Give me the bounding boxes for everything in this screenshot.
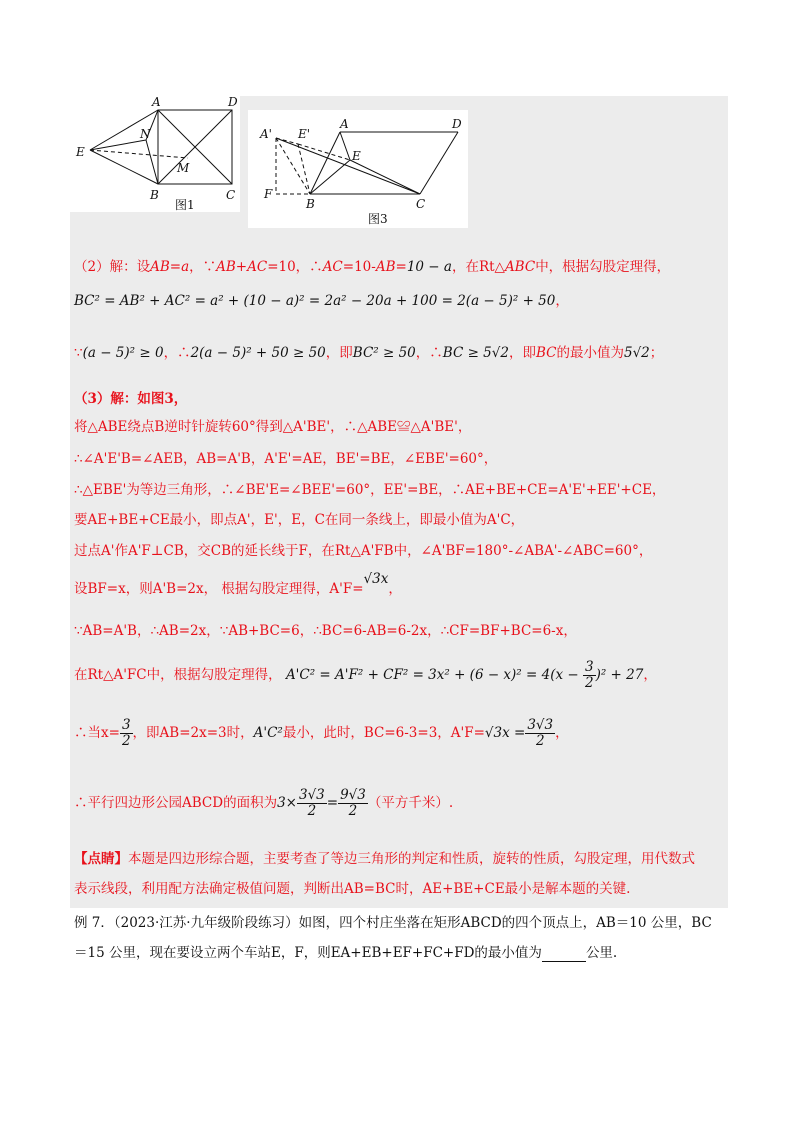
fig1-label-N: N: [140, 127, 151, 141]
part3-line-3: ∴△EBE'为等边三角形，∴∠BE'E=∠BEE'=60°，EE'=BE，∴AE+BE+CE=A'E'+EE'+CE，: [74, 482, 666, 498]
fig3-label-C: C: [416, 197, 426, 211]
part2-line-3: ∵(a − 5)² ≥ 0，∴2(a − 5)² + 50 ≥ 50，即BC² ≥ 50，∴BC ≥ 5√2，即BC的最小值为5√2；: [74, 345, 664, 361]
fraction-af-value: $\frac{3√3}{2}$: [527, 717, 554, 749]
part3-line-10: ∴平行四边形公园ABCD的面积为3× $\frac{3√3}{2}$ = $\frac{9√3}{2}$ （平方千米）.: [74, 787, 454, 819]
fig1-label-B: B: [150, 188, 159, 202]
comment-tag: 【点睛】: [74, 851, 128, 867]
fig3-label-F: F: [264, 187, 273, 201]
fraction-3-2: $\frac{3}{2}$: [584, 659, 594, 691]
comment-line-2: 表示线段，利用配方法确定极值问题，判断出AB=BC时，AE+BE+CE最小是解本题的关键.: [74, 881, 631, 897]
fig1-label-A: A: [152, 96, 161, 109]
part3-line-8: 在Rt△A'FC中，根据勾股定理得， A'C² = A'F² + CF² = 3x² + (6 − x)² = 4(x − $\frac{3}{2}$ )² + 27，: [74, 659, 657, 691]
part3-line-7: ∵AB=A'B，∴AB=2x，∵AB+BC=6，∴BC=6-AB=6-2x，∴CF=BF+BC=6-x，: [74, 623, 577, 639]
fraction-x-value: $\frac{3}{2}$: [121, 717, 131, 749]
figure-3: [248, 110, 468, 228]
fig1-label-D: D: [228, 96, 238, 109]
fig1-label-E: E: [76, 145, 85, 159]
example7-line-1: 例 7．（2023·江苏·九年级阶段练习）如图，四个村庄坐落在矩形ABCD的四个顶点上，AB＝10 公里，BC: [74, 915, 712, 931]
fraction-area-2: $\frac{9√3}{2}$: [340, 787, 366, 819]
comment-line-1: 【点睛】本题是四边形综合题，主要考查了等边三角形的判定和性质，旋转的性质，勾股定理，用代数式: [74, 851, 695, 867]
example7-line-2: ＝15 公里，现在要设立两个车站E，F，则EA+EB+EF+FC+FD的最小值为 公里.: [74, 945, 618, 961]
fig3-caption: 图3: [368, 212, 388, 226]
figure-1: [70, 96, 240, 212]
part2-line-1: （2）解：设AB=a，∵AB+AC=10，∴AC=10-AB=10 − a，在Rt△ABC中，根据勾股定理得，: [74, 259, 671, 275]
part3-line-4: 要AE+BE+CE最小，即点A'，E'，E，C在同一条线上，即最小值为A'C，: [74, 512, 525, 528]
part3-line-1: 将△ABE绕点B逆时针旋转60°得到△A'BE'，∴△ABE≌△A'BE'，: [74, 419, 472, 435]
figure-3-diagram: [248, 110, 468, 228]
part3-heading: （3）解：如图3，: [74, 391, 188, 407]
part3-line-6: 设BF=x，则A'B=2x， 根据勾股定理得，A'F=√3x，: [74, 571, 402, 597]
fraction-area-1: $\frac{3√3}{2}$: [298, 787, 325, 819]
fig1-caption: 图1: [175, 198, 195, 212]
part3-line-2: ∴∠A'E'B=∠AEB，AB=A'B，A'E'=AE，BE'=BE，∠EBE'=60°，: [74, 451, 498, 467]
fig3-label-A-prime: A': [260, 127, 272, 141]
fig3-label-D: D: [452, 117, 462, 131]
fig3-label-B: B: [306, 197, 315, 211]
fig1-label-C: C: [226, 188, 236, 202]
fig3-label-E: E: [352, 149, 361, 163]
fig1-label-M: M: [177, 161, 190, 175]
fig3-label-E-prime: E': [298, 127, 311, 141]
part3-line-5: 过点A'作A'F⊥CB，交CB的延长线于F，在Rt△A'FB中，∠A'BF=180°-∠ABA'-∠ABC=60°，: [74, 543, 653, 559]
part3-line-9: ∴当x= $\frac{3}{2}$ ，即AB=2x=3时，A'C²最小，此时，BC=6-3=3，A'F=√3x = $\frac{3√3}{2}$ ，: [74, 717, 569, 749]
part2-line-2: BC² = AB² + AC² = a² + (10 − a)² = 2a² − 20a + 100 = 2(a − 5)² + 50，: [74, 293, 569, 309]
fig3-label-A: A: [340, 117, 349, 131]
figure-1-diagram: [70, 96, 240, 212]
answer-blank[interactable]: [542, 947, 586, 962]
